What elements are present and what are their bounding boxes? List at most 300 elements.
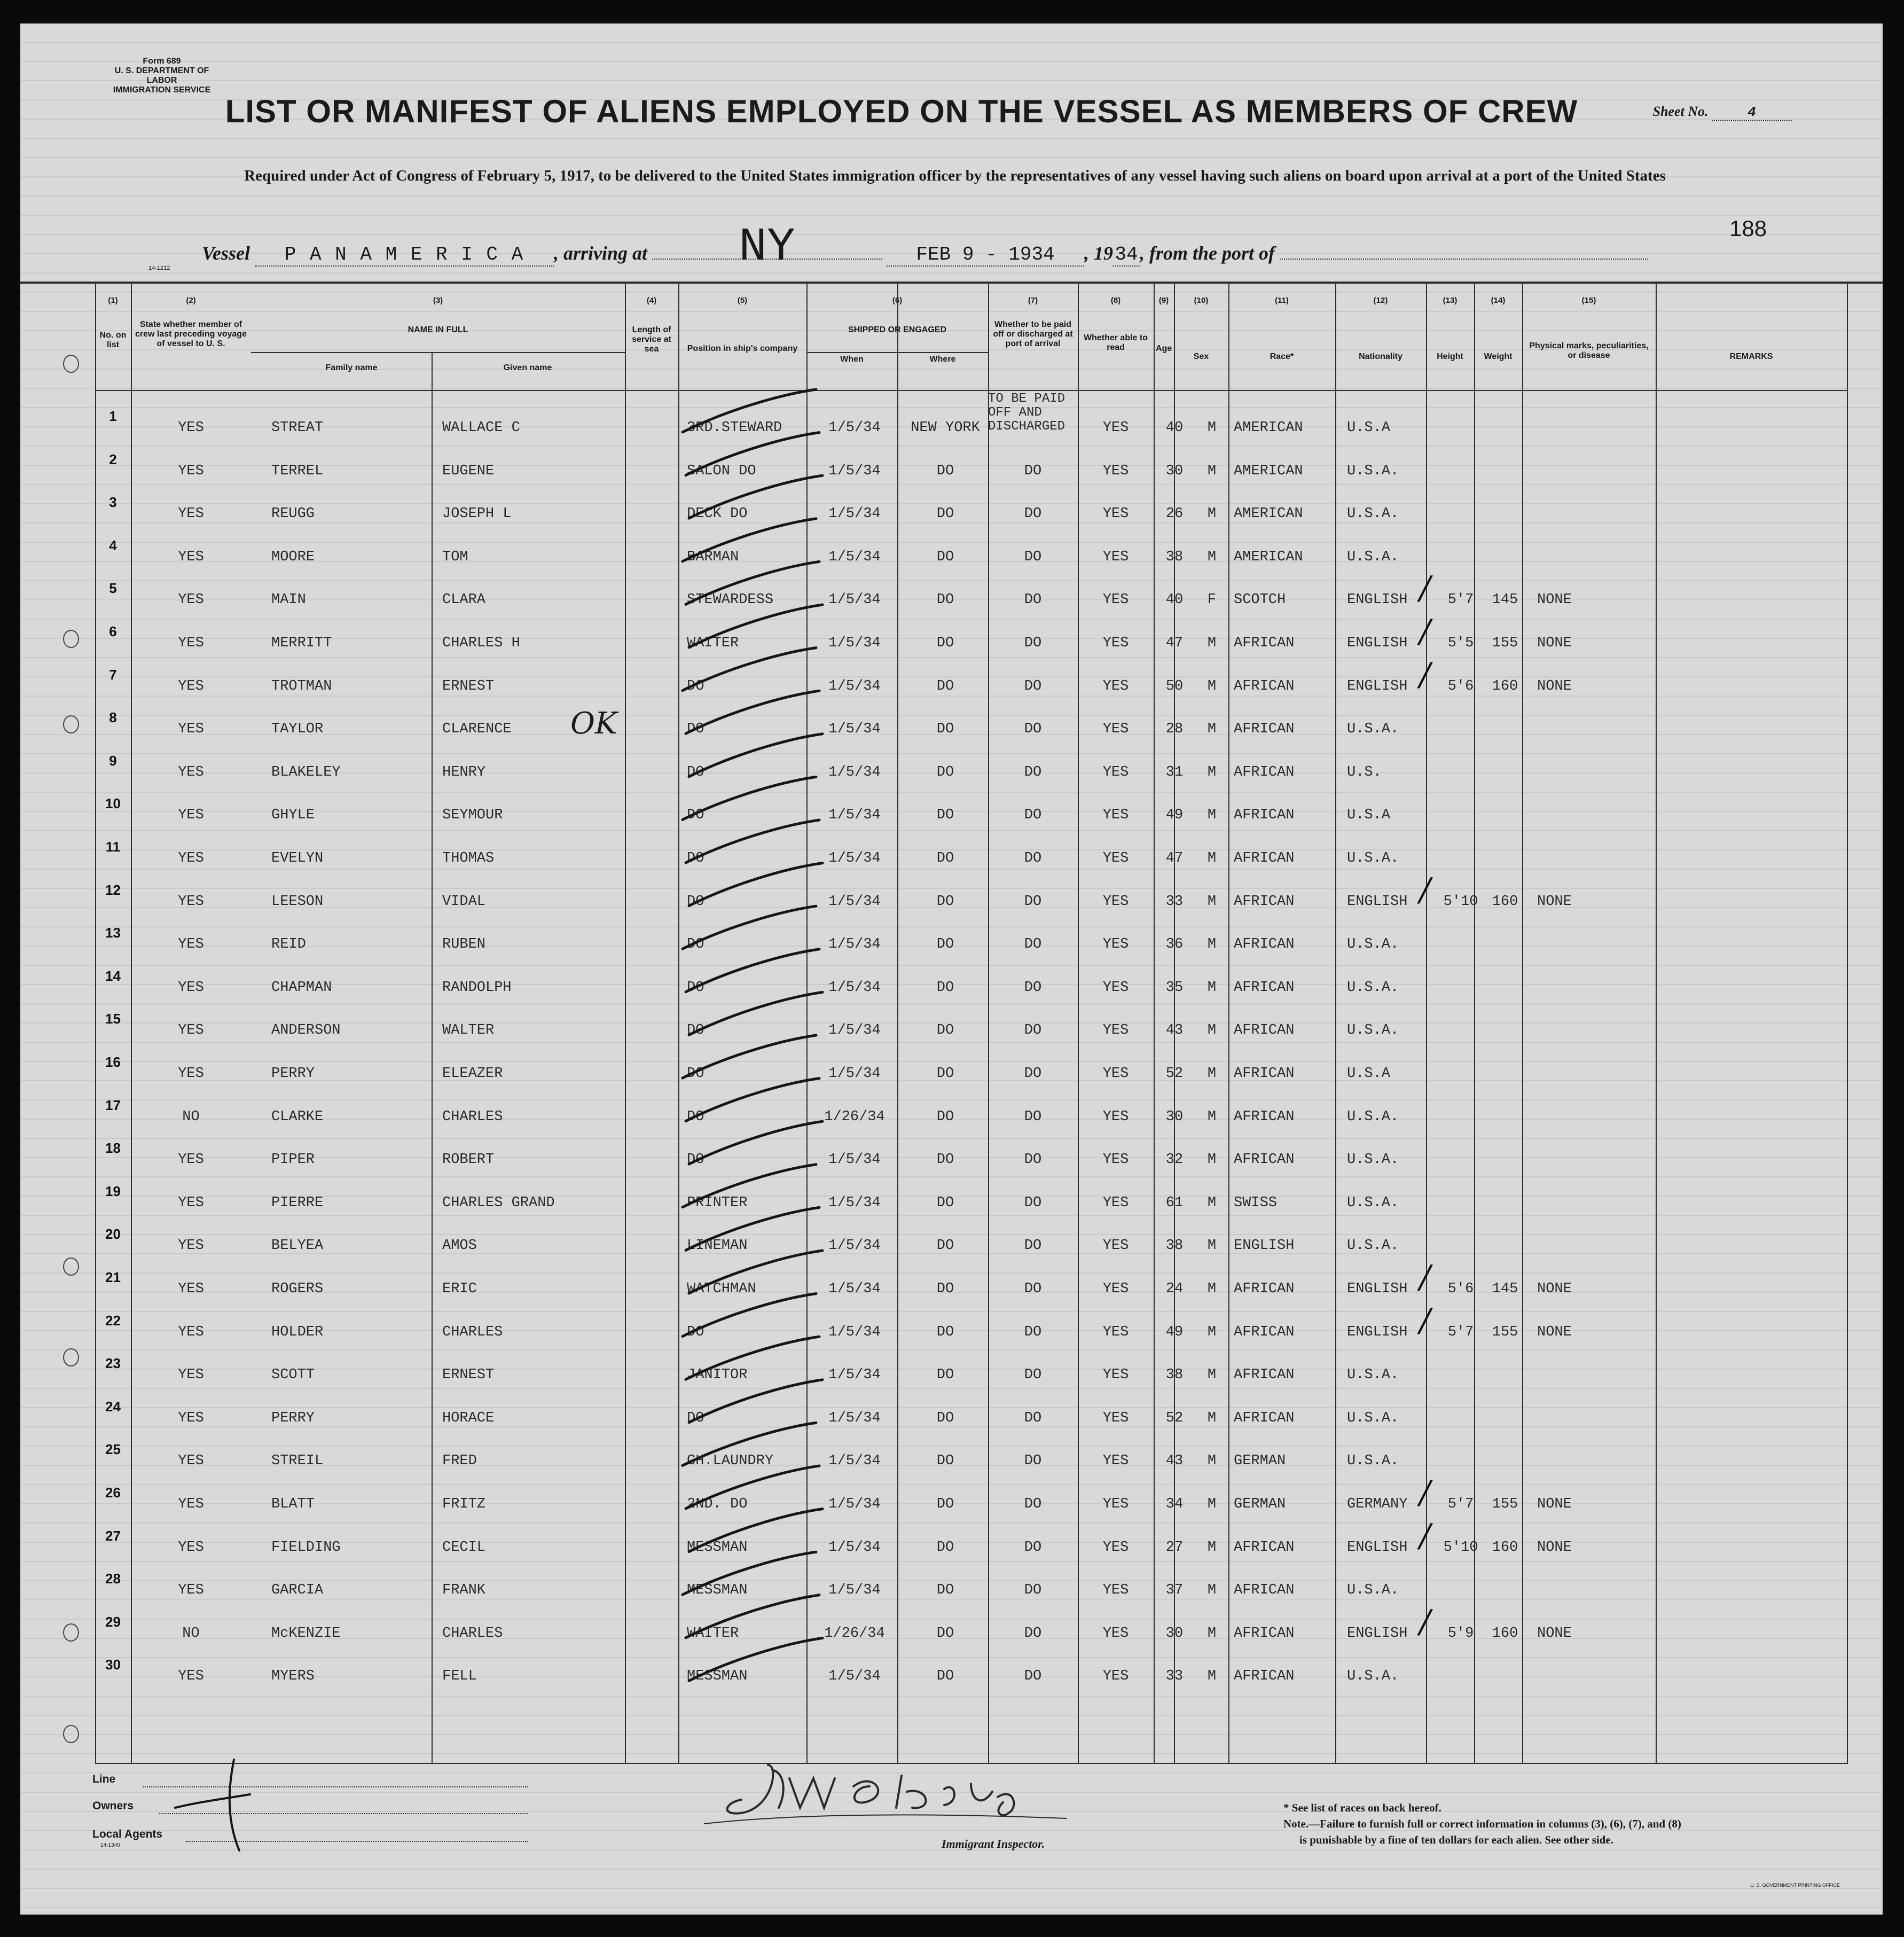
cell-family: REUGG	[271, 506, 315, 522]
cell-when: 1/5/34	[828, 1238, 881, 1254]
owners-label: Owners	[92, 1800, 134, 1812]
cell-age: 27	[1165, 1539, 1184, 1556]
cell-given: TOM	[442, 549, 468, 565]
cell-height: 5'6	[1447, 1281, 1474, 1297]
cell-read: YES	[1102, 807, 1129, 824]
cell-sex: M	[1207, 1152, 1217, 1168]
cell-family: STREAT	[271, 420, 324, 436]
cell-nat: U.S.A.	[1347, 1453, 1399, 1470]
cell-position: MESSMAN	[687, 1582, 748, 1599]
cell-read: YES	[1102, 850, 1129, 866]
check-stroke	[689, 1121, 822, 1164]
cell-prev: YES	[178, 1194, 204, 1211]
column-number: (9)	[1158, 296, 1169, 305]
cell-given: SEYMOUR	[442, 807, 503, 824]
cell-position: DO	[687, 764, 704, 780]
table-row	[20, 1173, 1883, 1215]
cell-sex: M	[1207, 549, 1217, 565]
column-header: Whether able to read	[1083, 333, 1148, 352]
cell-sex: M	[1207, 1022, 1217, 1039]
cell-read: YES	[1102, 420, 1129, 436]
cell-nat: U.S.A.	[1347, 1152, 1399, 1168]
cell-nat: ENGLISH	[1347, 1324, 1408, 1340]
cell-family: LEESON	[271, 893, 324, 910]
page-subtitle: Required under Act of Congress of February 5, 1917, to be delivered to the United States immigration officer by the representatives of any vessel having such aliens on board upon arrival at a port of the United States	[244, 167, 1666, 184]
subhead-when: When	[840, 355, 864, 364]
cell-race: AFRICAN	[1234, 1324, 1295, 1340]
cell-prev: YES	[178, 1066, 204, 1082]
cell-where: DO	[936, 1281, 954, 1297]
table-row	[20, 1129, 1883, 1172]
cell-family: MERRITT	[271, 635, 332, 651]
cell-nat: U.S.A.	[1347, 1238, 1399, 1254]
stamp-number: 188	[1729, 216, 1767, 241]
cell-position: MESSMAN	[687, 1539, 748, 1556]
cell-position: WAITER	[687, 1625, 739, 1642]
cell-family: BLAKELEY	[271, 764, 341, 780]
cell-where: DO	[936, 463, 954, 479]
table-row	[20, 699, 1883, 741]
cell-nat: ENGLISH	[1347, 1625, 1408, 1642]
cell-when: 1/5/34	[828, 1582, 881, 1599]
local-agents-label: Local Agents	[92, 1828, 163, 1840]
cell-when: 1/5/34	[828, 893, 881, 910]
cell-paid: DO	[1024, 721, 1042, 738]
cell-where: DO	[936, 1324, 954, 1340]
column-header: REMARKS	[1729, 352, 1773, 361]
cell-nat: ENGLISH	[1347, 678, 1408, 694]
cell-height: 5'7	[1447, 592, 1474, 608]
cell-position: MESSMAN	[687, 1668, 748, 1685]
cell-race: AFRICAN	[1234, 1410, 1295, 1426]
cell-given: CHARLES	[442, 1324, 503, 1340]
height-check-mark: /	[1420, 1474, 1431, 1511]
column-number: (7)	[1028, 296, 1038, 305]
cell-paid: DO	[1024, 1367, 1042, 1384]
cell-sex: M	[1207, 1582, 1217, 1599]
cell-prev: YES	[178, 592, 204, 608]
cell-nat: U.S.A.	[1347, 936, 1399, 953]
cell-sex: M	[1207, 936, 1217, 953]
position-column-checkmarks	[651, 355, 832, 1770]
column-header: Weight	[1484, 352, 1513, 361]
cell-nat: U.S.A.	[1347, 979, 1399, 996]
cell-height: 5'7	[1447, 1496, 1474, 1512]
height-check-mark: /	[1420, 1259, 1431, 1296]
cell-age: 34	[1165, 1496, 1184, 1512]
cell-paid: DO	[1024, 506, 1042, 522]
cell-race: AFRICAN	[1234, 893, 1295, 910]
cell-position: CH.LAUNDRY	[687, 1453, 774, 1470]
cell-where: DO	[936, 592, 954, 608]
cell-given: EUGENE	[442, 463, 495, 479]
table-row	[20, 871, 1883, 914]
column-number: (1)	[108, 296, 118, 305]
cell-sex: F	[1207, 592, 1217, 608]
column-header: Length of service at sea	[632, 325, 671, 354]
table-row	[20, 1603, 1883, 1646]
check-stroke	[686, 1207, 819, 1250]
cell-where: DO	[936, 1022, 954, 1039]
cell-age: 43	[1165, 1453, 1184, 1470]
cell-when: 1/5/34	[828, 635, 881, 651]
cell-family: SCOTT	[271, 1367, 315, 1384]
cell-when: 1/5/34	[828, 807, 881, 824]
table-row	[20, 392, 1883, 440]
cell-no: 6	[109, 623, 117, 639]
cell-sex: M	[1207, 1453, 1217, 1470]
column-number: (4)	[646, 296, 657, 305]
cell-sex: M	[1207, 893, 1217, 910]
cell-sex: M	[1207, 807, 1217, 824]
cell-age: 31	[1165, 764, 1184, 780]
column-number: (15)	[1581, 296, 1596, 305]
cell-family: PIPER	[271, 1152, 315, 1168]
column-number: (14)	[1491, 296, 1506, 305]
cell-nat: U.S.A.	[1347, 463, 1399, 479]
check-stroke	[689, 1380, 822, 1423]
cell-given: RANDOLPH	[442, 979, 512, 996]
note-penalty-1: Note.—Failure to furnish full or correct information in columns (3), (6), (7), and (8)	[1283, 1817, 1681, 1830]
cell-marks: NONE	[1537, 1496, 1572, 1512]
cell-nat: U.S.A.	[1347, 1022, 1399, 1039]
cell-when: 1/5/34	[828, 764, 881, 780]
cell-height: 5'10	[1443, 1539, 1478, 1556]
cell-position: WAITER	[687, 635, 739, 651]
cell-no: 29	[105, 1613, 121, 1630]
cell-nat: ENGLISH	[1347, 1281, 1408, 1297]
cell-when: 1/5/34	[828, 592, 881, 608]
cell-where: DO	[936, 1367, 954, 1384]
column-header: Whether to be paid off or discharged at port of arrival	[993, 320, 1073, 348]
cell-paid: DO	[1024, 1238, 1042, 1254]
cell-prev: YES	[178, 1496, 204, 1512]
printing-office: U. S. GOVERNMENT PRINTING OFFICE	[1750, 1883, 1840, 1888]
cell-read: YES	[1102, 1496, 1129, 1512]
cell-given: WALLACE C	[442, 420, 520, 436]
cell-when: 1/5/34	[828, 1539, 881, 1556]
height-check-mark: /	[1420, 871, 1431, 909]
cell-marks: NONE	[1537, 592, 1572, 608]
cell-sex: M	[1207, 1367, 1217, 1384]
cell-read: YES	[1102, 1152, 1129, 1168]
cell-prev: YES	[178, 635, 204, 651]
cell-given: FELL	[442, 1668, 477, 1685]
cell-family: MOORE	[271, 549, 315, 565]
cell-family: BLATT	[271, 1496, 315, 1512]
cell-age: 33	[1165, 1668, 1184, 1685]
cell-position: DO	[687, 1152, 704, 1168]
cell-sex: M	[1207, 1668, 1217, 1685]
cell-height: 5'7	[1447, 1324, 1474, 1340]
cell-given: WALTER	[442, 1022, 495, 1039]
year-prefix: , 19	[1084, 243, 1114, 264]
cell-no: 9	[109, 752, 117, 769]
height-check-mark: /	[1420, 655, 1431, 693]
department: U. S. DEPARTMENT OF LABOR	[114, 66, 209, 85]
column-header: Age	[1156, 344, 1172, 353]
cell-no: 26	[105, 1485, 121, 1501]
column-header: No. on list	[99, 331, 127, 349]
cell-read: YES	[1102, 592, 1129, 608]
cell-height: 5'10	[1443, 893, 1478, 910]
cell-paid: DO	[1024, 635, 1042, 651]
cell-paid: DO	[1024, 1453, 1042, 1470]
cell-read: YES	[1102, 1367, 1129, 1384]
check-stroke	[689, 992, 822, 1035]
cell-sex: M	[1207, 463, 1217, 479]
column-number: (11)	[1275, 296, 1289, 305]
cell-nat: ENGLISH	[1347, 592, 1408, 608]
cell-read: YES	[1102, 721, 1129, 738]
cell-read: YES	[1102, 1582, 1129, 1599]
cell-given: ELEAZER	[442, 1066, 503, 1082]
cell-read: YES	[1102, 893, 1129, 910]
cell-sex: M	[1207, 678, 1217, 694]
check-stroke	[689, 605, 822, 647]
cell-prev: YES	[178, 1367, 204, 1384]
punch-hole	[63, 715, 79, 733]
cell-sex: M	[1207, 1194, 1217, 1211]
cell-when: 1/5/34	[828, 936, 881, 953]
cell-sex: M	[1207, 1108, 1217, 1125]
cell-no: 27	[105, 1527, 121, 1544]
cell-read: YES	[1102, 506, 1129, 522]
cell-no: 21	[105, 1269, 121, 1285]
cell-no: 1	[109, 408, 117, 424]
ok-annotation: OK	[570, 706, 617, 741]
cell-paid: DO	[1024, 1668, 1042, 1685]
cell-nat: U.S.A.	[1347, 1108, 1399, 1125]
cell-given: HORACE	[442, 1410, 495, 1426]
cell-position: JANITOR	[687, 1367, 748, 1384]
cell-when: 1/26/34	[824, 1108, 885, 1125]
cell-read: YES	[1102, 936, 1129, 953]
cell-nat: U.S.A.	[1347, 506, 1399, 522]
cell-nat: GERMANY	[1347, 1496, 1408, 1512]
cell-weight: 145	[1492, 1281, 1518, 1297]
cell-nat: ENGLISH	[1347, 1539, 1408, 1556]
check-stroke	[686, 1595, 819, 1638]
table-row	[20, 742, 1883, 785]
cell-age: 43	[1165, 1022, 1184, 1039]
column-number: (6)	[892, 296, 903, 305]
cell-marks: NONE	[1537, 678, 1572, 694]
cell-given: ERNEST	[442, 678, 495, 694]
column-number: (3)	[433, 296, 443, 305]
cell-family: TAYLOR	[271, 721, 324, 738]
cell-position: DO	[687, 893, 704, 910]
cell-position: DO	[687, 678, 704, 694]
cell-no: 15	[105, 1011, 121, 1027]
cell-prev: YES	[178, 807, 204, 824]
table-row	[20, 1517, 1883, 1560]
subhead-given: Given name	[503, 363, 552, 372]
check-stroke	[683, 1165, 816, 1207]
column-header: Height	[1437, 352, 1463, 361]
punch-hole	[63, 1258, 79, 1276]
cell-read: YES	[1102, 463, 1129, 479]
form-small-code: 14-1212	[148, 265, 170, 271]
cell-race: AFRICAN	[1234, 1625, 1295, 1642]
cell-nat: U.S.A.	[1347, 1367, 1399, 1384]
check-stroke	[686, 820, 819, 863]
cell-position: 3RD.STEWARD	[687, 420, 782, 436]
cell-race: AFRICAN	[1234, 1281, 1295, 1297]
height-check-mark: /	[1420, 569, 1431, 607]
table-row	[20, 1345, 1883, 1387]
table-row	[20, 957, 1883, 1000]
check-stroke	[683, 777, 816, 819]
cell-race: AMERICAN	[1234, 549, 1303, 565]
cell-no: 10	[105, 795, 121, 812]
cell-sex: M	[1207, 764, 1217, 780]
check-stroke	[683, 906, 816, 949]
cell-age: 38	[1165, 1238, 1184, 1254]
column-header: Sex	[1193, 352, 1209, 361]
cell-prev: NO	[182, 1625, 200, 1642]
cell-position: BARMAN	[687, 549, 739, 565]
cell-nat: ENGLISH	[1347, 635, 1408, 651]
cell-where: DO	[936, 1496, 954, 1512]
cell-race: SCOTCH	[1234, 592, 1286, 608]
cell-age: 37	[1165, 1582, 1184, 1599]
cell-race: AFRICAN	[1234, 1367, 1295, 1384]
check-stroke	[686, 1079, 819, 1121]
check-stroke	[683, 1423, 816, 1465]
check-stroke	[686, 949, 819, 992]
line-label: Line	[92, 1773, 116, 1785]
cell-read: YES	[1102, 1066, 1129, 1082]
cell-paid: TO BE PAID OFF AND DISCHARGED	[988, 392, 1065, 434]
cell-prev: YES	[178, 678, 204, 694]
column-header: Nationality	[1359, 352, 1402, 361]
cell-age: 49	[1165, 1324, 1184, 1340]
vessel-label: Vessel	[202, 243, 250, 264]
cell-given: CLARA	[442, 592, 486, 608]
line-field-mark	[159, 1749, 277, 1856]
cell-sex: M	[1207, 420, 1217, 436]
cell-position: DO	[687, 1066, 704, 1082]
cell-marks: NONE	[1537, 1281, 1572, 1297]
height-check-mark: /	[1420, 1301, 1431, 1339]
cell-no: 22	[105, 1312, 121, 1329]
cell-family: CLARKE	[271, 1108, 324, 1125]
cell-when: 1/5/34	[828, 1194, 881, 1211]
cell-sex: M	[1207, 721, 1217, 738]
cell-where: DO	[936, 1108, 954, 1125]
sheet-value: 4	[1712, 104, 1792, 121]
height-check-mark: /	[1420, 1517, 1431, 1555]
cell-paid: DO	[1024, 1108, 1042, 1125]
cell-weight: 155	[1492, 635, 1518, 651]
cell-where: DO	[936, 506, 954, 522]
table-row	[20, 1259, 1883, 1301]
cell-given: CLARENCE	[442, 721, 512, 738]
cell-race: AFRICAN	[1234, 678, 1295, 694]
cell-where: DO	[936, 1582, 954, 1599]
cell-paid: DO	[1024, 1625, 1042, 1642]
cell-nat: U.S.A	[1347, 1066, 1391, 1082]
cell-when: 1/5/34	[828, 1066, 881, 1082]
cell-prev: YES	[178, 936, 204, 953]
check-stroke	[683, 389, 816, 432]
cell-read: YES	[1102, 979, 1129, 996]
cell-given: CHARLES	[442, 1108, 503, 1125]
cell-where: DO	[936, 1194, 954, 1211]
check-stroke	[689, 1509, 822, 1552]
cell-prev: YES	[178, 1281, 204, 1297]
cell-where: DO	[936, 1453, 954, 1470]
cell-family: PERRY	[271, 1066, 315, 1082]
cell-race: AFRICAN	[1234, 1066, 1295, 1082]
cell-read: YES	[1102, 1668, 1129, 1685]
cell-paid: DO	[1024, 893, 1042, 910]
cell-paid: DO	[1024, 1194, 1042, 1211]
cell-where: DO	[936, 678, 954, 694]
cell-paid: DO	[1024, 807, 1042, 824]
cell-age: 38	[1165, 1367, 1184, 1384]
punch-hole	[63, 1348, 79, 1366]
cell-sex: M	[1207, 635, 1217, 651]
service: IMMIGRATION SERVICE	[113, 85, 211, 95]
cell-paid: DO	[1024, 1324, 1042, 1340]
cell-sex: M	[1207, 1066, 1217, 1082]
cell-weight: 145	[1492, 592, 1518, 608]
cell-position: STEWARDESS	[687, 592, 774, 608]
cell-no: 20	[105, 1226, 121, 1243]
cell-prev: YES	[178, 549, 204, 565]
cell-sex: M	[1207, 506, 1217, 522]
cell-nat: U.S.A	[1347, 807, 1391, 824]
cell-age: 33	[1165, 893, 1184, 910]
table-row	[20, 569, 1883, 612]
cell-nat: U.S.A.	[1347, 850, 1399, 866]
check-stroke	[686, 691, 819, 733]
form-code: 14-1340	[100, 1842, 120, 1848]
cell-race: AMERICAN	[1234, 463, 1303, 479]
column-number: (5)	[737, 296, 748, 305]
column-number: (12)	[1373, 296, 1388, 305]
height-check-mark: /	[1420, 1603, 1431, 1641]
cell-sex: M	[1207, 1410, 1217, 1426]
cell-position: SALON DO	[687, 463, 756, 479]
cell-given: RUBEN	[442, 936, 486, 953]
check-stroke	[683, 1035, 816, 1078]
cell-given: CECIL	[442, 1539, 486, 1556]
cell-age: 30	[1165, 1108, 1184, 1125]
cell-given: FRED	[442, 1453, 477, 1470]
check-stroke	[686, 561, 819, 604]
table-row	[20, 656, 1883, 699]
cell-family: MAIN	[271, 592, 306, 608]
cell-race: AFRICAN	[1234, 1539, 1295, 1556]
check-stroke	[689, 1638, 822, 1681]
cell-read: YES	[1102, 1625, 1129, 1642]
cell-no: 16	[105, 1054, 121, 1070]
column-header: Position in ship's company	[687, 344, 798, 353]
cell-age: 47	[1165, 635, 1184, 651]
cell-no: 25	[105, 1441, 121, 1458]
cell-nat: U.S.A.	[1347, 721, 1399, 738]
cell-family: REID	[271, 936, 306, 953]
cell-prev: YES	[178, 1324, 204, 1340]
cell-read: YES	[1102, 764, 1129, 780]
cell-prev: YES	[178, 1453, 204, 1470]
cell-marks: NONE	[1537, 893, 1572, 910]
cell-when: 1/5/34	[828, 1453, 881, 1470]
cell-when: 1/5/34	[828, 420, 881, 436]
